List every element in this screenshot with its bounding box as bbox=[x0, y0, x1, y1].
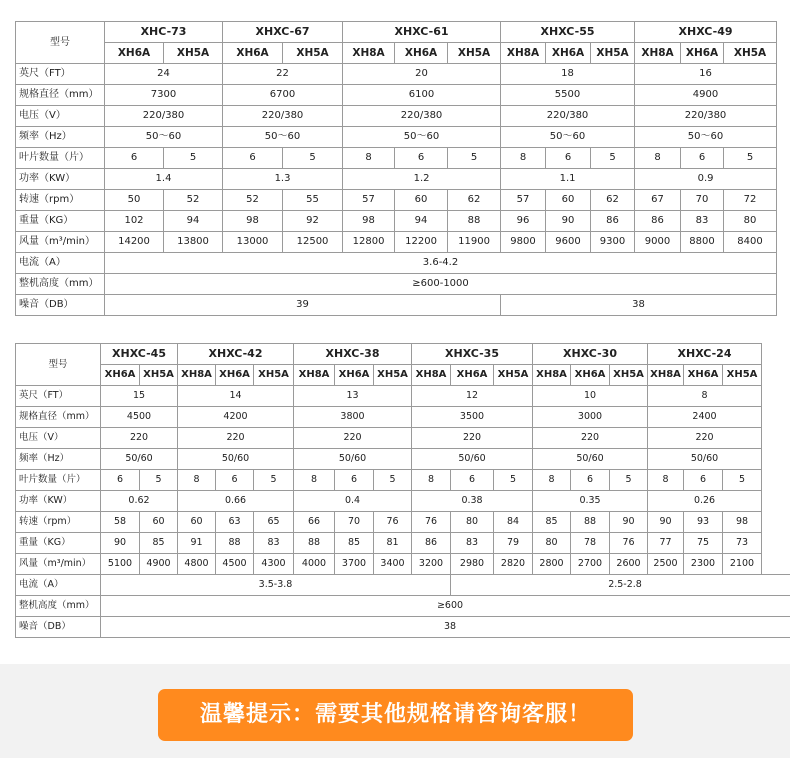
spec-value: 0.9 bbox=[635, 169, 777, 190]
spec-table-body bbox=[16, 22, 777, 316]
spec-value: 220 bbox=[648, 428, 762, 449]
header-row bbox=[16, 22, 777, 43]
spec-value: 90 bbox=[648, 512, 684, 533]
spec-value: 3000 bbox=[533, 407, 648, 428]
model-name: XHXC-35 bbox=[412, 344, 533, 365]
spec-value: 1.4 bbox=[105, 169, 223, 190]
spec-value: 12200 bbox=[395, 232, 448, 253]
spec-row bbox=[16, 295, 777, 316]
variant-name: XH5A bbox=[610, 365, 648, 386]
variant-name: XH6A bbox=[395, 43, 448, 64]
spec-row bbox=[16, 428, 790, 449]
spec-value: 85 bbox=[140, 533, 178, 554]
row-label: 电压（V） bbox=[16, 428, 101, 449]
spec-value: 6 bbox=[395, 148, 448, 169]
spec-value: 83 bbox=[254, 533, 294, 554]
spec-value: 4500 bbox=[101, 407, 178, 428]
variant-name: XH5A bbox=[448, 43, 501, 64]
spec-value: 16 bbox=[635, 64, 777, 85]
spec-value: 94 bbox=[395, 211, 448, 232]
spec-value: 6700 bbox=[223, 85, 343, 106]
model-name: XHXC-30 bbox=[533, 344, 648, 365]
spec-row bbox=[16, 148, 777, 169]
spec-value: 98 bbox=[723, 512, 762, 533]
spec-value: 77 bbox=[648, 533, 684, 554]
spec-value: 55 bbox=[283, 190, 343, 211]
spec-value: 86 bbox=[412, 533, 451, 554]
variant-name: XH8A bbox=[533, 365, 571, 386]
spec-row bbox=[16, 470, 790, 491]
spec-value: ≥600 bbox=[101, 596, 790, 617]
variant-name: XH5A bbox=[723, 365, 762, 386]
spec-value: 90 bbox=[610, 512, 648, 533]
spec-value: 13000 bbox=[223, 232, 283, 253]
spec-value: 8 bbox=[412, 470, 451, 491]
model-name: XHXC-67 bbox=[223, 22, 343, 43]
spec-value: 88 bbox=[571, 512, 610, 533]
row-label: 重量（KG） bbox=[16, 211, 105, 232]
spec-value: 5 bbox=[723, 470, 762, 491]
spec-row bbox=[16, 407, 790, 428]
spec-value: 50～60 bbox=[223, 127, 343, 148]
spec-value: 2700 bbox=[571, 554, 610, 575]
spec-value: 2800 bbox=[533, 554, 571, 575]
row-label: 风量（m³/min） bbox=[16, 232, 105, 253]
model-name: XHXC-45 bbox=[101, 344, 178, 365]
spec-value: 50/60 bbox=[533, 449, 648, 470]
spec-value: 2100 bbox=[723, 554, 762, 575]
spec-value: 5 bbox=[610, 470, 648, 491]
spec-value: 24 bbox=[105, 64, 223, 85]
spec-value: 1.1 bbox=[501, 169, 635, 190]
spec-value: 4200 bbox=[178, 407, 294, 428]
spec-value: 8 bbox=[648, 470, 684, 491]
spec-value: 3200 bbox=[412, 554, 451, 575]
spec-value: 93 bbox=[684, 512, 723, 533]
spec-value: 12800 bbox=[343, 232, 395, 253]
spec-value: 50/60 bbox=[648, 449, 762, 470]
spec-value: 58 bbox=[101, 512, 140, 533]
spec-value: 3.6-4.2 bbox=[105, 253, 777, 274]
spec-value: 5 bbox=[140, 470, 178, 491]
spec-value: ≥600-1000 bbox=[105, 274, 777, 295]
spec-value: 0.62 bbox=[101, 491, 178, 512]
spec-value: 220/380 bbox=[635, 106, 777, 127]
spec-value: 8400 bbox=[724, 232, 777, 253]
spec-value: 6 bbox=[571, 470, 610, 491]
spec-value: 98 bbox=[343, 211, 395, 232]
spec-value: 76 bbox=[412, 512, 451, 533]
variant-name: XH8A bbox=[501, 43, 546, 64]
spec-value: 50～60 bbox=[501, 127, 635, 148]
spec-value: 52 bbox=[223, 190, 283, 211]
spec-value: 98 bbox=[223, 211, 283, 232]
spec-row bbox=[16, 575, 790, 596]
model-name: XHXC-24 bbox=[648, 344, 762, 365]
row-label: 功率（KW） bbox=[16, 491, 101, 512]
spec-row bbox=[16, 253, 777, 274]
spec-value: 8 bbox=[635, 148, 681, 169]
spec-table-small bbox=[15, 343, 790, 638]
spec-value: 4900 bbox=[635, 85, 777, 106]
spec-value: 6 bbox=[101, 470, 140, 491]
spec-value: 6 bbox=[684, 470, 723, 491]
spec-value: 80 bbox=[533, 533, 571, 554]
spec-value: 72 bbox=[724, 190, 777, 211]
spec-value: 6 bbox=[105, 148, 164, 169]
spec-value: 6 bbox=[681, 148, 724, 169]
spec-value: 62 bbox=[591, 190, 635, 211]
spec-value: 11900 bbox=[448, 232, 501, 253]
spec-value: 220/380 bbox=[105, 106, 223, 127]
row-label: 规格直径（mm） bbox=[16, 85, 105, 106]
spec-value: 80 bbox=[451, 512, 494, 533]
model-name: XHXC-49 bbox=[635, 22, 777, 43]
spec-value: 90 bbox=[546, 211, 591, 232]
row-label: 英尺（FT） bbox=[16, 64, 105, 85]
spec-row bbox=[16, 211, 777, 232]
variant-row bbox=[16, 365, 790, 386]
spec-value: 14200 bbox=[105, 232, 164, 253]
spec-value: 83 bbox=[451, 533, 494, 554]
spec-row bbox=[16, 617, 790, 638]
spec-value: 2500 bbox=[648, 554, 684, 575]
spec-value: 0.4 bbox=[294, 491, 412, 512]
variant-name: XH5A bbox=[140, 365, 178, 386]
row-label: 英尺（FT） bbox=[16, 386, 101, 407]
variant-name: XH8A bbox=[635, 43, 681, 64]
spec-value: 67 bbox=[635, 190, 681, 211]
row-label: 叶片数量（片） bbox=[16, 148, 105, 169]
spec-value: 2.5-2.8 bbox=[451, 575, 790, 596]
spec-value: 60 bbox=[140, 512, 178, 533]
spec-value: 1.2 bbox=[343, 169, 501, 190]
variant-name: XH5A bbox=[724, 43, 777, 64]
spec-row bbox=[16, 127, 777, 148]
row-label: 频率（Hz） bbox=[16, 449, 101, 470]
spec-value: 4300 bbox=[254, 554, 294, 575]
row-label: 叶片数量（片） bbox=[16, 470, 101, 491]
spec-value: 20 bbox=[343, 64, 501, 85]
spec-value: 65 bbox=[254, 512, 294, 533]
spec-value: 60 bbox=[395, 190, 448, 211]
spec-value: 4900 bbox=[140, 554, 178, 575]
spec-value: 2300 bbox=[684, 554, 723, 575]
spec-value: 5 bbox=[283, 148, 343, 169]
spec-value: 4800 bbox=[178, 554, 216, 575]
spec-row bbox=[16, 64, 777, 85]
spec-value: 6 bbox=[216, 470, 254, 491]
model-name: XHC-73 bbox=[105, 22, 223, 43]
variant-name: XH6A bbox=[105, 43, 164, 64]
spec-value: 50/60 bbox=[412, 449, 533, 470]
spec-row bbox=[16, 386, 790, 407]
spec-value: 8 bbox=[501, 148, 546, 169]
model-name: XHXC-55 bbox=[501, 22, 635, 43]
row-label: 整机高度（mm） bbox=[16, 596, 101, 617]
spec-value: 18 bbox=[501, 64, 635, 85]
spec-value: 102 bbox=[105, 211, 164, 232]
spec-value: 70 bbox=[335, 512, 374, 533]
spec-value: 88 bbox=[216, 533, 254, 554]
spec-value: 5 bbox=[254, 470, 294, 491]
variant-name: XH8A bbox=[648, 365, 684, 386]
variant-name: XH5A bbox=[254, 365, 294, 386]
spec-value: 75 bbox=[684, 533, 723, 554]
row-label: 电流（A） bbox=[16, 253, 105, 274]
spec-value: 6 bbox=[223, 148, 283, 169]
spec-value: 91 bbox=[178, 533, 216, 554]
spec-value: 9000 bbox=[635, 232, 681, 253]
spec-value: 76 bbox=[610, 533, 648, 554]
spec-value: 85 bbox=[335, 533, 374, 554]
spec-row bbox=[16, 274, 777, 295]
row-label: 电流（A） bbox=[16, 575, 101, 596]
spec-value: 84 bbox=[494, 512, 533, 533]
spec-value: 38 bbox=[101, 617, 790, 638]
spec-value: 38 bbox=[501, 295, 777, 316]
variant-name: XH6A bbox=[571, 365, 610, 386]
spec-value: 85 bbox=[533, 512, 571, 533]
spec-value: 50/60 bbox=[101, 449, 178, 470]
spec-row bbox=[16, 449, 790, 470]
variant-name: XH6A bbox=[223, 43, 283, 64]
spec-value: 70 bbox=[681, 190, 724, 211]
spec-value: 3500 bbox=[412, 407, 533, 428]
spec-value: 6 bbox=[546, 148, 591, 169]
spec-value: 50 bbox=[105, 190, 164, 211]
spec-value: 8 bbox=[178, 470, 216, 491]
spec-value: 80 bbox=[724, 211, 777, 232]
spec-value: 66 bbox=[294, 512, 335, 533]
spec-value: 220/380 bbox=[343, 106, 501, 127]
spec-value: 4500 bbox=[216, 554, 254, 575]
spec-value: 8 bbox=[343, 148, 395, 169]
spec-value: 50/60 bbox=[178, 449, 294, 470]
row-label: 转速（rpm） bbox=[16, 512, 101, 533]
variant-name: XH8A bbox=[294, 365, 335, 386]
spec-row bbox=[16, 169, 777, 190]
spec-value: 88 bbox=[448, 211, 501, 232]
spec-value: 12500 bbox=[283, 232, 343, 253]
row-label: 型号 bbox=[16, 22, 105, 64]
spec-value: 5 bbox=[164, 148, 223, 169]
spec-value: 22 bbox=[223, 64, 343, 85]
spec-value: 220 bbox=[412, 428, 533, 449]
spec-table-large bbox=[15, 21, 777, 316]
spec-row bbox=[16, 491, 790, 512]
spec-row bbox=[16, 190, 777, 211]
spec-value: 1.3 bbox=[223, 169, 343, 190]
spec-value: 5100 bbox=[101, 554, 140, 575]
spec-row bbox=[16, 596, 790, 617]
spec-value: 3700 bbox=[335, 554, 374, 575]
variant-name: XH6A bbox=[101, 365, 140, 386]
spec-value: 78 bbox=[571, 533, 610, 554]
spec-value: 7300 bbox=[105, 85, 223, 106]
spec-value: 83 bbox=[681, 211, 724, 232]
spec-value: 52 bbox=[164, 190, 223, 211]
row-label: 整机高度（mm） bbox=[16, 274, 105, 295]
spec-value: 10 bbox=[533, 386, 648, 407]
spec-value: 57 bbox=[343, 190, 395, 211]
spec-value: 86 bbox=[635, 211, 681, 232]
model-name: XHXC-61 bbox=[343, 22, 501, 43]
spec-value: 220/380 bbox=[501, 106, 635, 127]
model-name: XHXC-42 bbox=[178, 344, 294, 365]
spec-value: 3.5-3.8 bbox=[101, 575, 451, 596]
spec-value: 50～60 bbox=[343, 127, 501, 148]
spec-value: 220 bbox=[101, 428, 178, 449]
model-name: XHXC-38 bbox=[294, 344, 412, 365]
spec-value: 96 bbox=[501, 211, 546, 232]
spec-value: 90 bbox=[101, 533, 140, 554]
spec-value: 220 bbox=[178, 428, 294, 449]
variant-name: XH5A bbox=[494, 365, 533, 386]
spec-value: 220 bbox=[533, 428, 648, 449]
spec-row bbox=[16, 106, 777, 127]
spec-value: 6 bbox=[451, 470, 494, 491]
row-label: 风量（m³/min） bbox=[16, 554, 101, 575]
spec-value: 5500 bbox=[501, 85, 635, 106]
spec-value: 2980 bbox=[451, 554, 494, 575]
spec-value: 81 bbox=[374, 533, 412, 554]
spec-value: 76 bbox=[374, 512, 412, 533]
variant-row bbox=[16, 43, 777, 64]
variant-name: XH5A bbox=[283, 43, 343, 64]
spec-value: 8 bbox=[648, 386, 762, 407]
spec-value: 8 bbox=[294, 470, 335, 491]
spec-value: 3800 bbox=[294, 407, 412, 428]
spec-value: 79 bbox=[494, 533, 533, 554]
row-label: 型号 bbox=[16, 344, 101, 386]
spec-value: 0.35 bbox=[533, 491, 648, 512]
spec-value: 2400 bbox=[648, 407, 762, 428]
spec-value: 15 bbox=[101, 386, 178, 407]
spec-row bbox=[16, 533, 790, 554]
spec-value: 50～60 bbox=[105, 127, 223, 148]
spec-value: 9600 bbox=[546, 232, 591, 253]
variant-name: XH5A bbox=[374, 365, 412, 386]
spec-value: 73 bbox=[723, 533, 762, 554]
row-label: 重量（KG） bbox=[16, 533, 101, 554]
variant-name: XH6A bbox=[451, 365, 494, 386]
spec-value: 88 bbox=[294, 533, 335, 554]
variant-name: XH6A bbox=[684, 365, 723, 386]
spec-value: 8800 bbox=[681, 232, 724, 253]
spec-value: 4000 bbox=[294, 554, 335, 575]
spec-value: 5 bbox=[724, 148, 777, 169]
spec-value: 50/60 bbox=[294, 449, 412, 470]
spec-value: 39 bbox=[105, 295, 501, 316]
spec-value: 60 bbox=[546, 190, 591, 211]
spec-value: 63 bbox=[216, 512, 254, 533]
notice-banner: 温馨提示：需要其他规格请咨询客服！ bbox=[158, 689, 633, 741]
row-label: 功率（KW） bbox=[16, 169, 105, 190]
spec-value: 0.26 bbox=[648, 491, 762, 512]
spec-value: 9300 bbox=[591, 232, 635, 253]
spec-value: 60 bbox=[178, 512, 216, 533]
row-label: 噪音（DB） bbox=[16, 295, 105, 316]
spec-value: 5 bbox=[374, 470, 412, 491]
variant-name: XH6A bbox=[335, 365, 374, 386]
variant-name: XH5A bbox=[591, 43, 635, 64]
spec-value: 92 bbox=[283, 211, 343, 232]
spec-row bbox=[16, 85, 777, 106]
spec-value: 94 bbox=[164, 211, 223, 232]
spec-value: 220/380 bbox=[223, 106, 343, 127]
variant-name: XH6A bbox=[546, 43, 591, 64]
spec-value: 0.66 bbox=[178, 491, 294, 512]
spec-value: 5 bbox=[448, 148, 501, 169]
spec-value: 12 bbox=[412, 386, 533, 407]
variant-name: XH8A bbox=[343, 43, 395, 64]
spec-row bbox=[16, 232, 777, 253]
row-label: 频率（Hz） bbox=[16, 127, 105, 148]
spec-value: 9800 bbox=[501, 232, 546, 253]
spec-value: 2600 bbox=[610, 554, 648, 575]
spec-value: 13800 bbox=[164, 232, 223, 253]
spec-value: 3400 bbox=[374, 554, 412, 575]
spec-value: 6 bbox=[335, 470, 374, 491]
spec-value: 6100 bbox=[343, 85, 501, 106]
row-label: 规格直径（mm） bbox=[16, 407, 101, 428]
spec-value: 5 bbox=[494, 470, 533, 491]
spec-row bbox=[16, 512, 790, 533]
row-label: 电压（V） bbox=[16, 106, 105, 127]
spec-table-body bbox=[16, 344, 790, 638]
spec-value: 2820 bbox=[494, 554, 533, 575]
variant-name: XH6A bbox=[216, 365, 254, 386]
header-row bbox=[16, 344, 790, 365]
row-label: 噪音（DB） bbox=[16, 617, 101, 638]
variant-name: XH5A bbox=[164, 43, 223, 64]
variant-name: XH8A bbox=[178, 365, 216, 386]
variant-name: XH8A bbox=[412, 365, 451, 386]
spec-value: 86 bbox=[591, 211, 635, 232]
spec-value: 5 bbox=[591, 148, 635, 169]
spec-value: 220 bbox=[294, 428, 412, 449]
row-label: 转速（rpm） bbox=[16, 190, 105, 211]
spec-value: 13 bbox=[294, 386, 412, 407]
spec-row bbox=[16, 554, 790, 575]
spec-value: 50～60 bbox=[635, 127, 777, 148]
spec-value: 8 bbox=[533, 470, 571, 491]
spec-value: 14 bbox=[178, 386, 294, 407]
variant-name: XH6A bbox=[681, 43, 724, 64]
spec-value: 57 bbox=[501, 190, 546, 211]
spec-value: 0.38 bbox=[412, 491, 533, 512]
spec-value: 62 bbox=[448, 190, 501, 211]
